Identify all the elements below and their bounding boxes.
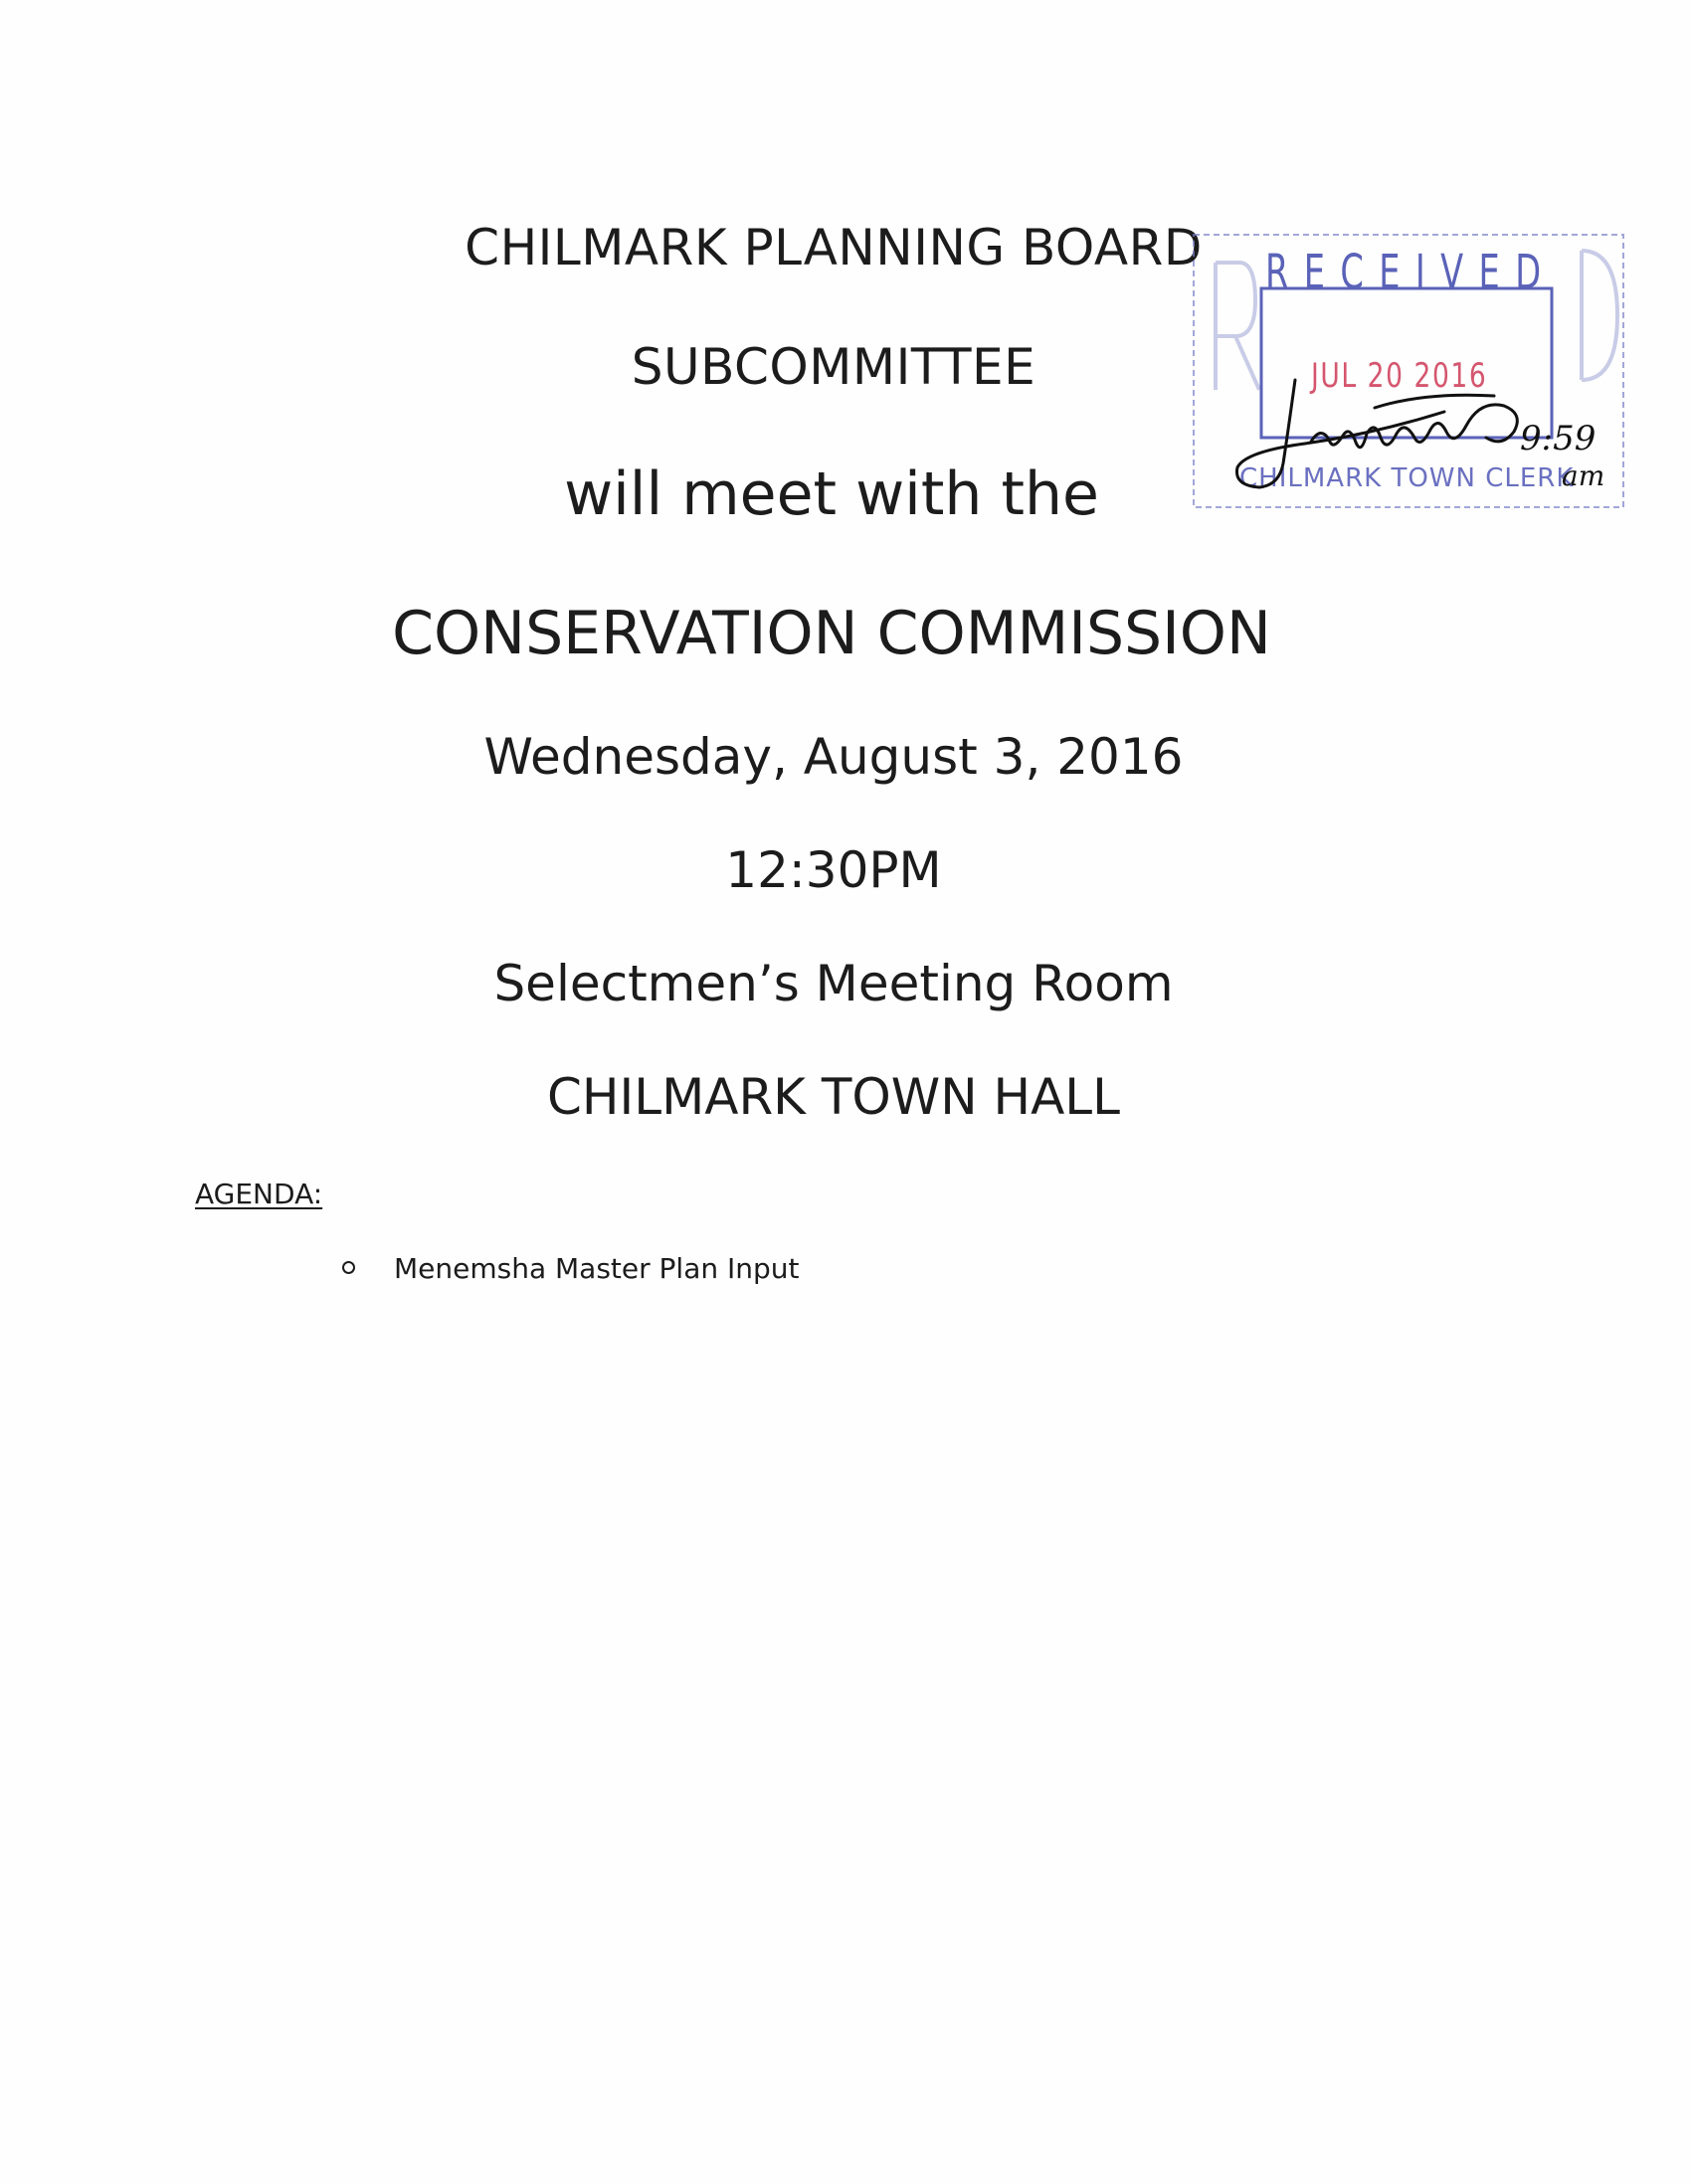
agenda-item (342, 1251, 800, 1287)
board-name: CHILMARK PLANNING BOARD (465, 219, 1203, 276)
meeting-time: 12:30PM (725, 841, 942, 899)
meeting-phrase: will meet with the (564, 459, 1099, 529)
agenda-item-text: Menemsha Master Plan Input (394, 1252, 800, 1285)
meeting-room: Selectmen’s Meeting Room (493, 955, 1174, 1012)
commission-name: CONSERVATION COMMISSION (392, 599, 1271, 668)
svg-text:am: am (1562, 459, 1605, 492)
handwritten-signature-icon (1225, 368, 1643, 517)
stamp-office: CHILMARK TOWN CLERK (1239, 463, 1575, 493)
agenda-list (342, 1251, 800, 1287)
stamp-date: JUL 20 2016 (1311, 356, 1488, 396)
agenda-label: AGENDA: (195, 1178, 323, 1210)
stamp-title: RECEIVED (1265, 245, 1557, 300)
meeting-location: CHILMARK TOWN HALL (546, 1068, 1121, 1126)
svg-text:9:59: 9:59 (1520, 419, 1597, 458)
subcommittee-label: SUBCOMMITTEE (631, 338, 1036, 396)
meeting-date: Wednesday, August 3, 2016 (483, 728, 1184, 786)
hollow-bullet-icon (342, 1261, 355, 1274)
